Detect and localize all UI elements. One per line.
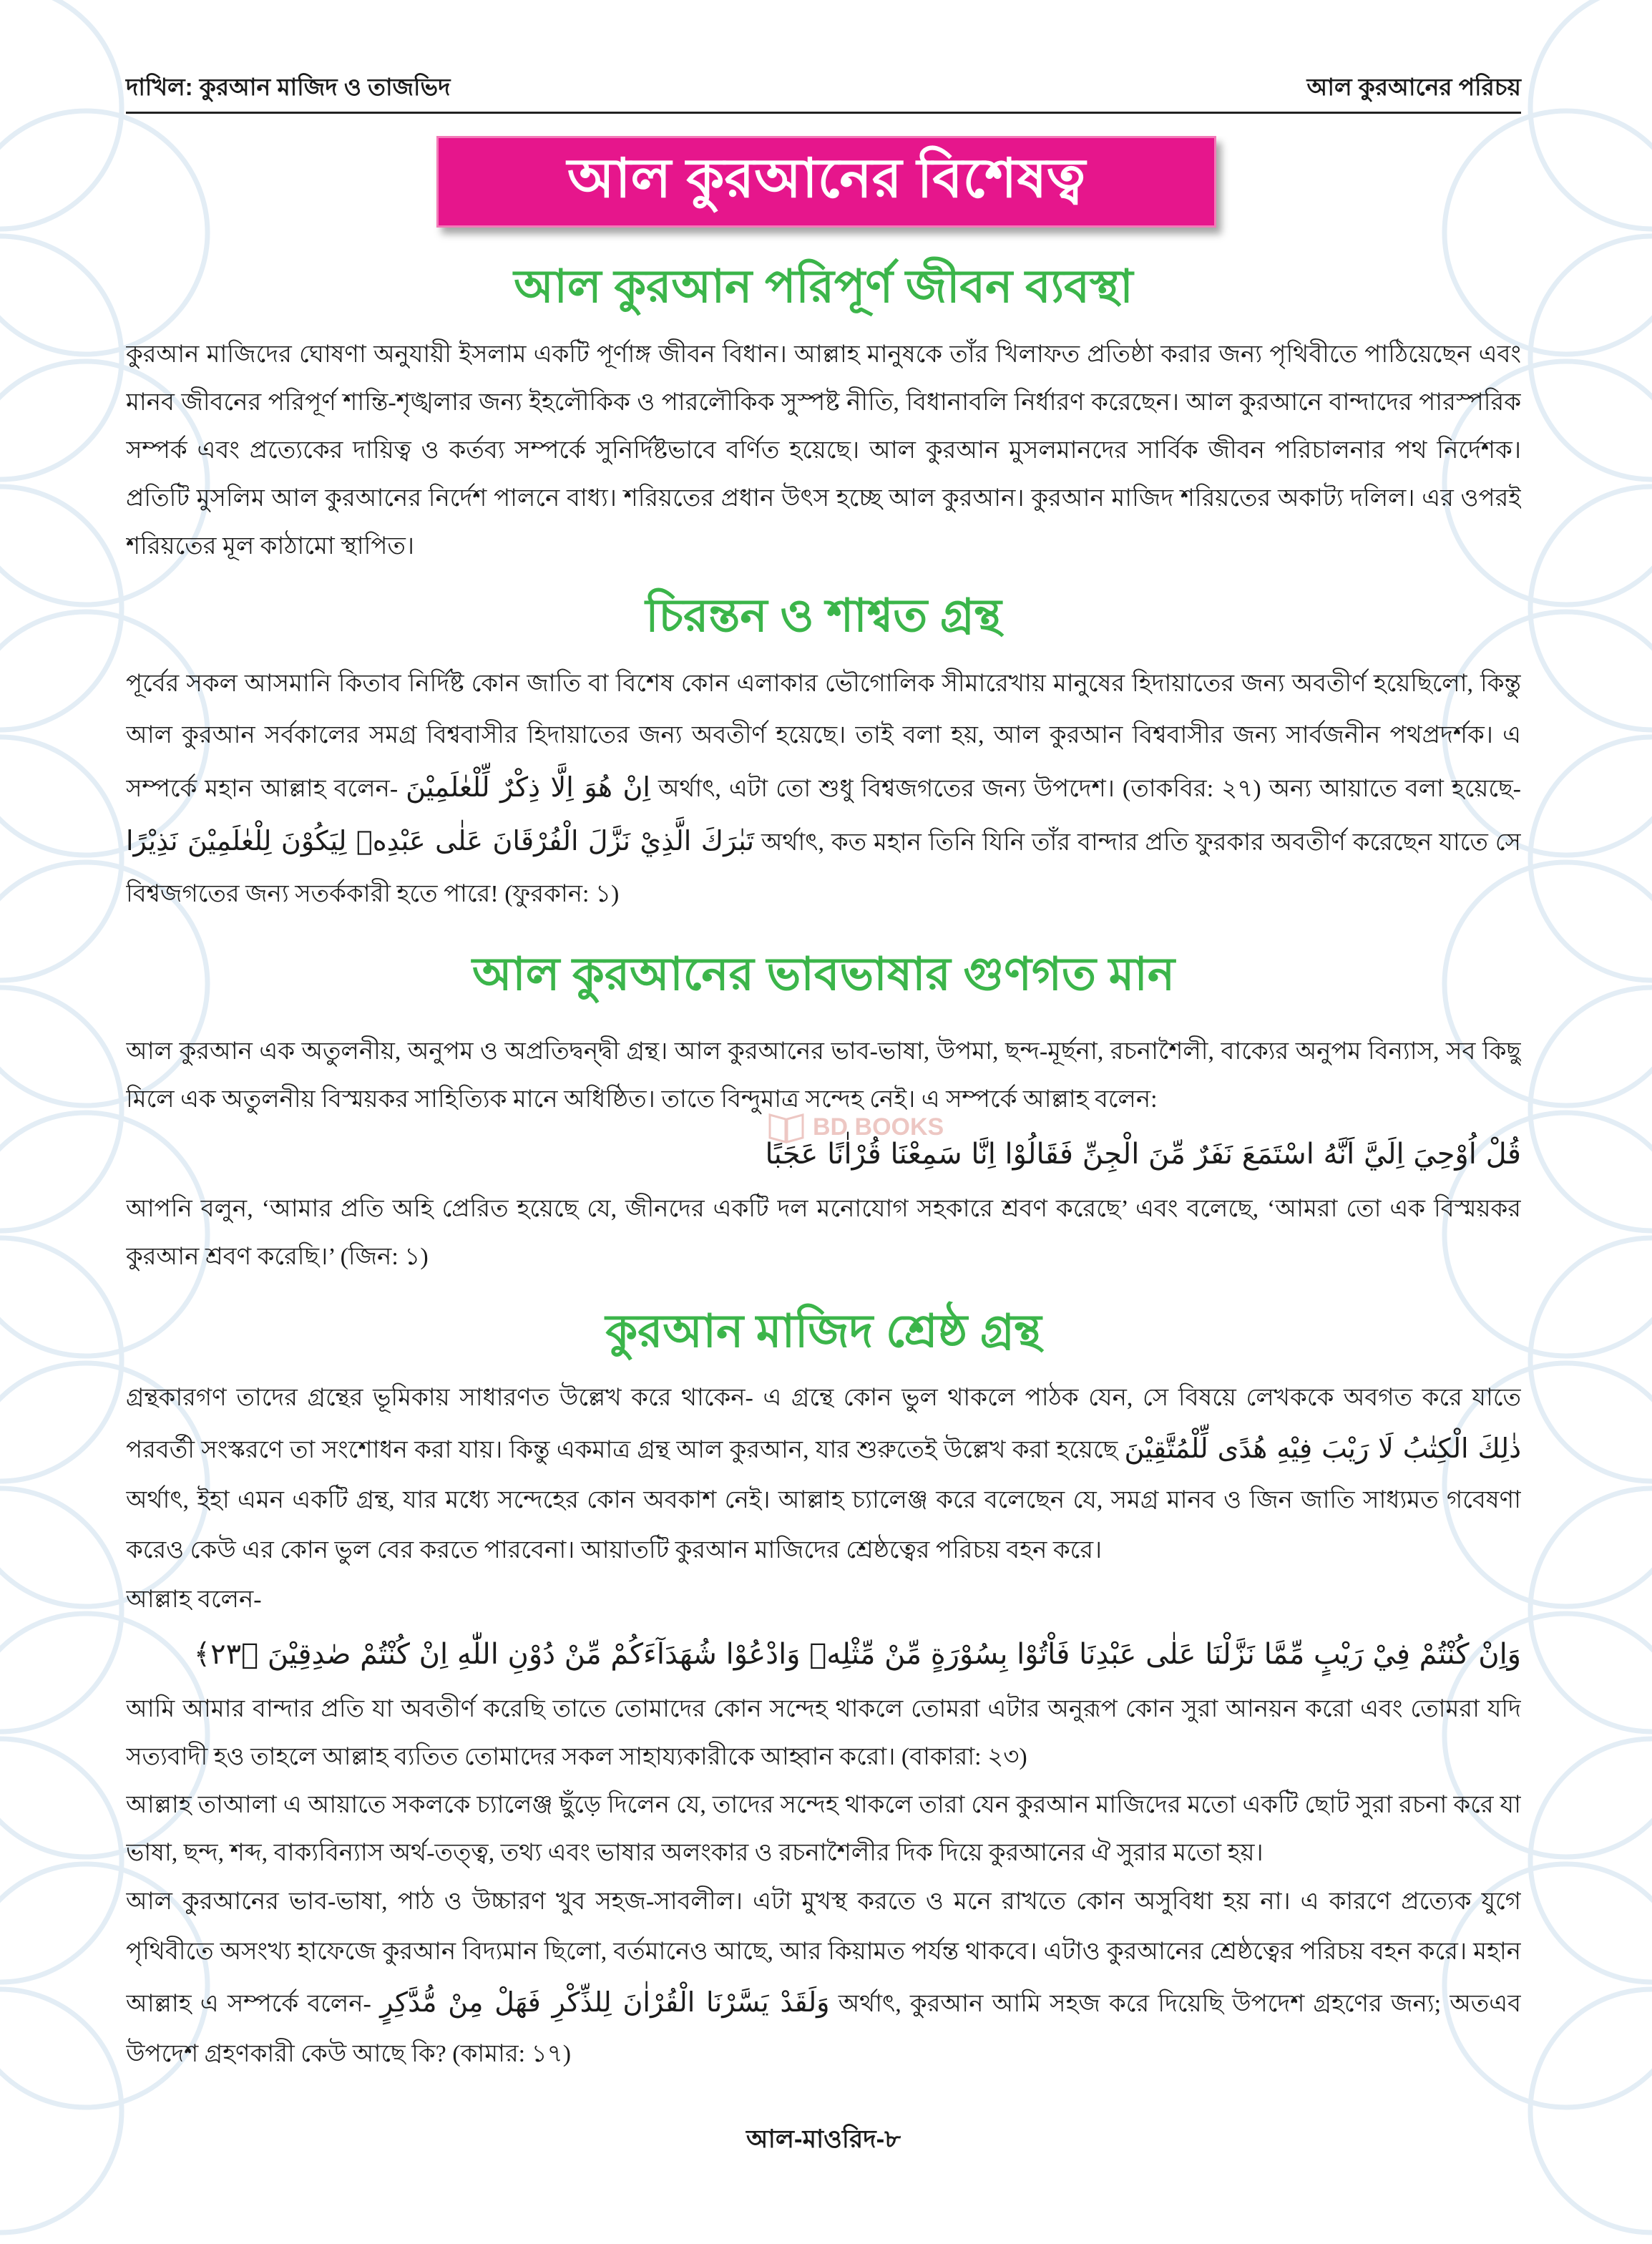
section-1-paragraph: কুরআন মাজিদের ঘোষণা অনুযায়ী ইসলাম একটি পূর্ণাঙ্গ জীবন বিধান। আল্লাহ মানুষকে তাঁর খিলাফত প্রতিষ্ঠা করার জন্য পৃথিবীতে পাঠিয়েছেন এবং মানব জীবনের পরিপূর্ণ শান্তি-শৃঙ্খলার জন্য ইহলৌকিক ও পারলৌকিক সুস্পষ্ট নীতি, বিধানাবলি নির্ধারণ করেছেন। আল কুরআনে বান্দাদের পারস্পরিক সম্পর্ক এবং প্রত্যেকের দায়িত্ব ও কর্তব্য সম্পর্কে সুনির্দিষ্টভাবে বর্ণিত হয়েছে। আল কুরআন মুসলমানদের সার্বিক জীবন পরিচালনার পথ নির্দেশক। প্রতিটি মুসলিম আল কুরআনের নির্দেশ পালনে বাধ্য। শরিয়তের প্রধান উৎস হচ্ছে আল কুরআন। কুরআন মাজিদ শরিয়তের অকাট্য দলিল। এর ওপরই শরিয়তের মূল কাঠামো স্থাপিত। — [126, 341, 1521, 560]
section-4-paragraph: আল্লাহ তাআলা এ আয়াতে সকলকে চ্যালেঞ্জ ছুঁড়ে দিলেন যে, তাদের সন্দেহ থাকলে তারা যেন কুরআন মাজিদের মতো একটি ছোট সুরা রচনা করে যা ভাষা, ছন্দ, শব্দ, বাক্যবিন্যাস অর্থ-তত্ত্ব, তথ্য এবং ভাষার অলংকার ও রচনাশৈলীর দিক দিয়ে কুরআনের ঐ সুরার মতো হয়। — [126, 1792, 1521, 1866]
section-4-paragraph — [126, 1877, 1521, 2079]
page-number: আল-মাওরিদ-৮ — [746, 2125, 901, 2153]
section-4-paragraph — [126, 1373, 1521, 1576]
header-book-title: দাখিল: কুরআন মাজিদ ও তাজভিদ — [126, 74, 451, 100]
ayah-inline: اِنْ هُوَ اِلَّا ذِكْرٌ لِّلْعٰلَمِيْنَ — [406, 771, 650, 803]
header-chapter-title: আল কুরআনের পরিচয় — [1306, 74, 1521, 100]
section-4-heading: কুরআন মাজিদ শ্রেষ্ঠ গ্রন্থ — [605, 1305, 1042, 1357]
paragraph-text: গ্রন্থকারগণ তাদের গ্রন্থের ভূমিকায় সাধারণত উল্লেখ করে থাকেন- এ গ্রন্থে কোন ভুল থাকলে পাঠক যেন, সে বিষয়ে লেখককে অবগত করে যাতে পরবর্তী সংস্করণে তা সংশোধন করা যায়। কিন্তু একমাত্র গ্রন্থ আল কুরআন, যার শুরুতেই উল্লেখ করা হয়েছে — [126, 1385, 1521, 1463]
section-3-paragraph: আল কুরআন এক অতুলনীয়, অনুপম ও অপ্রতিদ্বন্দ্বী গ্রন্থ। আল কুরআনের ভাব-ভাষা, উপমা, ছন্দ-মূর্ছনা, রচনাশৈলী, বাক্যের অনুপম বিন্যাস, সব কিছু মিলে এক অতুলনীয় বিস্ময়কর সাহিত্যিক মানে অধিষ্ঠিত। তাতে বিন্দুমাত্র সন্দেহ নেই। এ সম্পর্কে আল্লাহ বলেন: — [126, 1038, 1521, 1113]
ayah-inline: تَبٰرَكَ الَّذِيْ نَزَّلَ الْفُرْقَانَ عَلٰى عَبْدِهٖ لِيَكُوْنَ لِلْعٰلَمِيْنَ نَذِيْرًا — [126, 825, 755, 857]
page-header — [126, 66, 1521, 114]
ayah-intro: আল্লাহ বলেন- — [126, 1586, 262, 1613]
watermark-logo — [767, 1102, 944, 1152]
ayah-block: وَاِنْ كُنْتُمْ فِيْ رَيْبٍ مِّمَّا نَزَّلْنَا عَلٰى عَبْدِنَا فَاْتُوْا بِسُوْرَةٍ مِّنْ مِّثْلِهٖ وَادْعُوْا شُهَدَآءَكُمْ مِّنْ دُوْنِ اللّٰهِ اِنْ كُنْتُمْ صٰدِقِيْنَ ﴿٢٣﴾ — [193, 1638, 1521, 1671]
book-icon — [767, 1109, 806, 1145]
ayah-translation: আমি আমার বান্দার প্রতি যা অবতীর্ণ করেছি তাতে তোমাদের কোন সন্দেহ থাকলে তোমরা এটার অনুরূপ কোন সুরা আনয়ন করো এবং তোমরা যদি সত্যবাদী হও তাহলে আল্লাহ ব্যতিত তোমাদের সকল সাহায্যকারীকে আহ্বান করো। (বাকারা: ২৩) — [126, 1696, 1521, 1770]
watermark-text: BD BOOKS — [813, 1113, 944, 1141]
ayah-block: قُلْ اُوْحِيَ اِلَيَّ اَنَّهُ اسْتَمَعَ نَفَرٌ مِّنَ الْجِنِّ فَقَالُوْا اِنَّا سَمِعْنَا قُرْاٰنًا عَجَبًا — [765, 1138, 1521, 1171]
section-1-heading: আল কুরআন পরিপূর্ণ জীবন ব্যবস্থা — [514, 260, 1133, 312]
ayah-inline: ذٰلِكَ الْكِتٰبُ لَا رَيْبَ فِيْهِ هُدًى لِّلْمُتَّقِيْنَ — [1124, 1433, 1521, 1464]
paragraph-text: অর্থাৎ, এটা তো শুধু বিশ্বজগতের জন্য উপদেশ। (তাকবির: ২৭) অন্য আয়াতে বলা হয়েছে- — [658, 776, 1521, 802]
section-2-heading: চিরন্তন ও শাশ্বত গ্রন্থ — [645, 590, 1002, 641]
ayah-inline: وَلَقَدْ يَسَّرْنَا الْقُرْاٰنَ لِلذِّكْرِ فَهَلْ مِنْ مُّدَّكِرٍ — [380, 1986, 830, 2018]
ayah-translation: আপনি বলুন, ‘আমার প্রতি অহি প্রেরিত হয়েছে যে, জীনদের একটি দল মনোযোগ সহকারে শ্রবণ করেছে’ এবং বলেছে, ‘আমরা তো এক বিস্ময়কর কুরআন শ্রবণ করেছি।’ (জিন: ১) — [126, 1196, 1521, 1270]
chapter-title: আল কুরআনের বিশেষত্ব — [567, 147, 1086, 209]
section-2-paragraph — [126, 658, 1521, 920]
paragraph-text: অর্থাৎ, কুরআন আমি সহজ করে দিয়েছি উপদেশ গ্রহণের জন্য; অতএব উপদেশ গ্রহণকারী কেউ আছে কি? (কামার: ১৭) — [126, 1991, 1521, 2067]
paragraph-text: অর্থাৎ, ইহা এমন একটি গ্রন্থ, যার মধ্যে সন্দেহের কোন অবকাশ নেই। আল্লাহ চ্যালেঞ্জ করে বলেছেন যে, সমগ্র মানব ও জিন জাতি সাধ্যমত গবেষণা করেও কেউ এর কোন ভুল বের করতে পারবেনা। আয়াতটি কুরআন মাজিদের শ্রেষ্ঠত্বের পরিচয় বহন করে। — [126, 1487, 1521, 1564]
paragraph-text: অর্থাৎ, কত মহান তিনি যিনি তাঁর বান্দার প্রতি ফুরকার অবতীর্ণ করেছেন যাতে সে বিশ্বজগতের জন্য সতর্ককারী হতে পারে! (ফুরকান: ১) — [126, 829, 1521, 907]
paragraph-text: পূর্বের সকল আসমানি কিতাব নির্দিষ্ট কোন জাতি বা বিশেষ কোন এলাকার ভৌগোলিক সীমারেখায় মানুষের হিদায়াতের জন্য অবতীর্ণ হয়েছিলো, কিন্তু আল কুরআন সর্বকালের সমগ্র বিশ্ববাসীর হিদায়াতের জন্য অবতীর্ণ হয়েছে। তাই বলা হয়, আল কুরআন বিশ্ববাসীর জন্য সার্বজনীন পথপ্রদর্শক। এ সম্পর্কে মহান আল্লাহ বলেন- — [126, 670, 1521, 802]
section-3-heading: আল কুরআনের ভাবভাষার গুণগত মান — [471, 948, 1176, 1000]
page-footer — [126, 2119, 1521, 2162]
paragraph-text: আল কুরআনের ভাব-ভাষা, পাঠ ও উচ্চারণ খুব সহজ-সাবলীল। এটা মুখস্থ করতে ও মনে রাখতে কোন অসুবিধা হয় না। এ কারণে প্রত্যেক যুগে পৃথিবীতে অসংখ্য হাফেজে কুরআন বিদ্যমান ছিলো, বর্তমানেও আছে, আর কিয়ামত পর্যন্ত থাকবে। এটাও কুরআনের শ্রেষ্ঠত্বের পরিচয় বহন করে। মহান আল্লাহ এ সম্পর্কে বলেন- — [126, 1888, 1521, 2017]
chapter-title-box — [436, 136, 1216, 228]
